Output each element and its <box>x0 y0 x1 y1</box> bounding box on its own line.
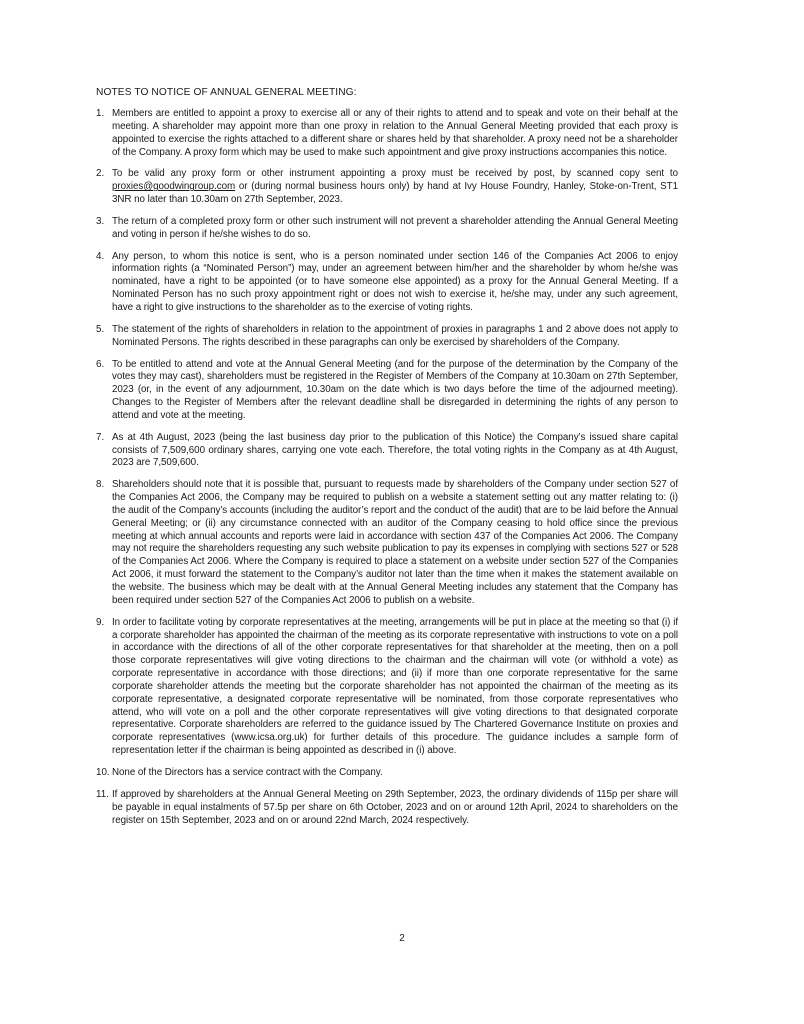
note-4 <box>96 251 678 315</box>
note-number: 1. <box>96 108 105 119</box>
note-text: In order to facilitate voting by corporate representatives at the meeting, arrangements will be put in place at the meeting so that (i) if a corporate shareholder has appointed the chairman of the meeting as its corporate representative with instructions to vote on a poll in accordance with the directions of all of the other corporate representatives for that shareholder at the meeting, then on a poll those corporate representatives will give voting directions to the chairman and the chairman will vote (or withhold a vote) as corporate representative in accordance with those directions; and (ii) if more than one corporate representative for the same corporate shareholder attends the meeting but the corporate shareholder has not appointed the chairman of the meeting as its corporate representative, a designated corporate representative will be nominated, from those corporate representatives who attend, who will vote on a poll and the other corporate representatives will give voting directions to that designated corporate representative. Corporate shareholders are referred to the guidance issued by The Chartered Governance Institute on proxies and corporate representatives (www.icsa.org.uk) for further details of this procedure. The guidance includes a sample form of representation letter if the chairman is being appointed as described in (i) above. <box>112 616 678 757</box>
note-number: 11. <box>96 788 109 800</box>
note-text <box>112 168 678 207</box>
note-text-before-link: To be valid any proxy form or other instrument appointing a proxy must be received by post, by scanned copy sent to <box>112 168 678 180</box>
notes-list <box>96 108 678 836</box>
note-1 <box>96 108 678 159</box>
note-number: 5. <box>96 323 105 335</box>
note-number: 3. <box>96 215 105 227</box>
note-8 <box>96 479 678 607</box>
note-number: 6. <box>96 358 105 370</box>
note-text: The return of a completed proxy form or other such instrument will not prevent a shareholder attending the Annual General Meeting and voting in person if he/she wishes to do so. <box>112 215 678 240</box>
note-5 <box>96 324 678 350</box>
note-number: 7. <box>96 431 105 443</box>
proxies-email-link[interactable]: proxies@goodwingroup.com <box>112 181 236 193</box>
note-6 <box>96 359 678 423</box>
note-number: 10. <box>96 766 110 778</box>
note-number: 8. <box>96 479 105 491</box>
note-3 <box>96 216 678 242</box>
page-number: 2 <box>399 933 405 944</box>
note-number: 4. <box>96 250 105 262</box>
note-9 <box>96 617 678 758</box>
note-text: None of the Directors has a service contract with the Company. <box>112 766 383 778</box>
note-11 <box>96 789 678 828</box>
note-7 <box>96 432 678 471</box>
note-number: 9. <box>96 616 105 628</box>
note-text: To be entitled to attend and vote at the Annual General Meeting (and for the purpose of the determination by the Company of the votes they may cast), shareholders must be registered in the Register of Members of the Company at 10.30am on 27th September, 2023 (or, in the event of any adjournment, 10.30am on the date which is two days before the time of the adjourned meeting). Changes to the Register of Members after the relevant deadline shall be disregarded in determining the rights of any person to attend and vote at the meeting. <box>112 358 678 421</box>
note-text: Members are entitled to appoint a proxy to exercise all or any of their rights to attend and to speak and vote on their behalf at the meeting. A shareholder may appoint more than one proxy in relation to the Annual General Meeting provided that each proxy is appointed to exercise the rights attached to a different share or shares held by that shareholder. A proxy need not be a shareholder of the Company. A proxy form which may be used to make such appointment and give proxy instructions accompanies this notice. <box>112 108 678 158</box>
note-text: Any person, to whom this notice is sent, who is a person nominated under section 146 of the Companies Act 2006 to enjoy information rights (a “Nominated Person”) may, under an agreement between him/her and the shareholder by whom he/she was nominated, have a right to be appointed (or to have someone else appointed) as a proxy for the Annual General Meeting. If a Nominated Person has no such proxy appointment right or does not wish to exercise it, he/she may, under any such agreement, have a right to give instructions to the shareholder as to the exercise of voting rights. <box>112 250 678 313</box>
note-text: As at 4th August, 2023 (being the last business day prior to the publication of this Notice) the Company’s issued share capital consists of 7,509,600 ordinary shares, carrying one vote each. Therefore, the total voting rights in the Company as at 4th August, 2023 are 7,509,600. <box>112 431 678 469</box>
note-10 <box>96 767 678 780</box>
note-text: Shareholders should note that it is possible that, pursuant to requests made by shareholders of the Company under section 527 of the Companies Act 2006, the Company may be required to publish on a website a statement setting out any matter relating to: (i) the audit of the Company’s accounts (including the auditor’s report and the conduct of the audit) that are to be laid before the Annual General Meeting; or (ii) any circumstance connected with an auditor of the Company ceasing to hold office since the previous meeting at which annual accounts and reports were laid in accordance with section 437 of the Companies Act 2006. The Company may not require the shareholders requesting any such website publication to pay its expenses in complying with sections 527 or 528 of the Companies Act 2006. Where the Company is required to place a statement on a website under section 527 of the Companies Act 2006, it must forward the statement to the Company’s auditor not later than the time when it makes the statement available on the website. The business which may be dealt with at the Annual General Meeting includes any statement that the Company has been required under section 527 of the Companies Act 2006 to publish on a website. <box>112 479 678 606</box>
notes-heading: NOTES TO NOTICE OF ANNUAL GENERAL MEETING: <box>96 87 357 98</box>
note-text: The statement of the rights of shareholders in relation to the appointment of proxies in paragraphs 1 and 2 above does not apply to Nominated Persons. The rights described in these paragraphs can only be exercised by shareholders of the Company. <box>112 323 678 348</box>
note-2 <box>96 168 678 207</box>
note-text-after-link: or (during normal business hours only) by hand at Ivy House Foundry, Hanley, Stoke-on-Trent, ST1 3NR no later than 10.30am on 27th September, 2023. <box>112 181 678 206</box>
note-text: If approved by shareholders at the Annual General Meeting on 29th September, 2023, the ordinary dividends of 115p per share will be payable in equal instalments of 57.5p per share on 6th October, 2023 and on or around 12th April, 2024 to shareholders on the register on 15th September, 2023 and on or around 22nd March, 2024 respectively. <box>112 788 678 826</box>
note-number: 2. <box>96 168 105 180</box>
